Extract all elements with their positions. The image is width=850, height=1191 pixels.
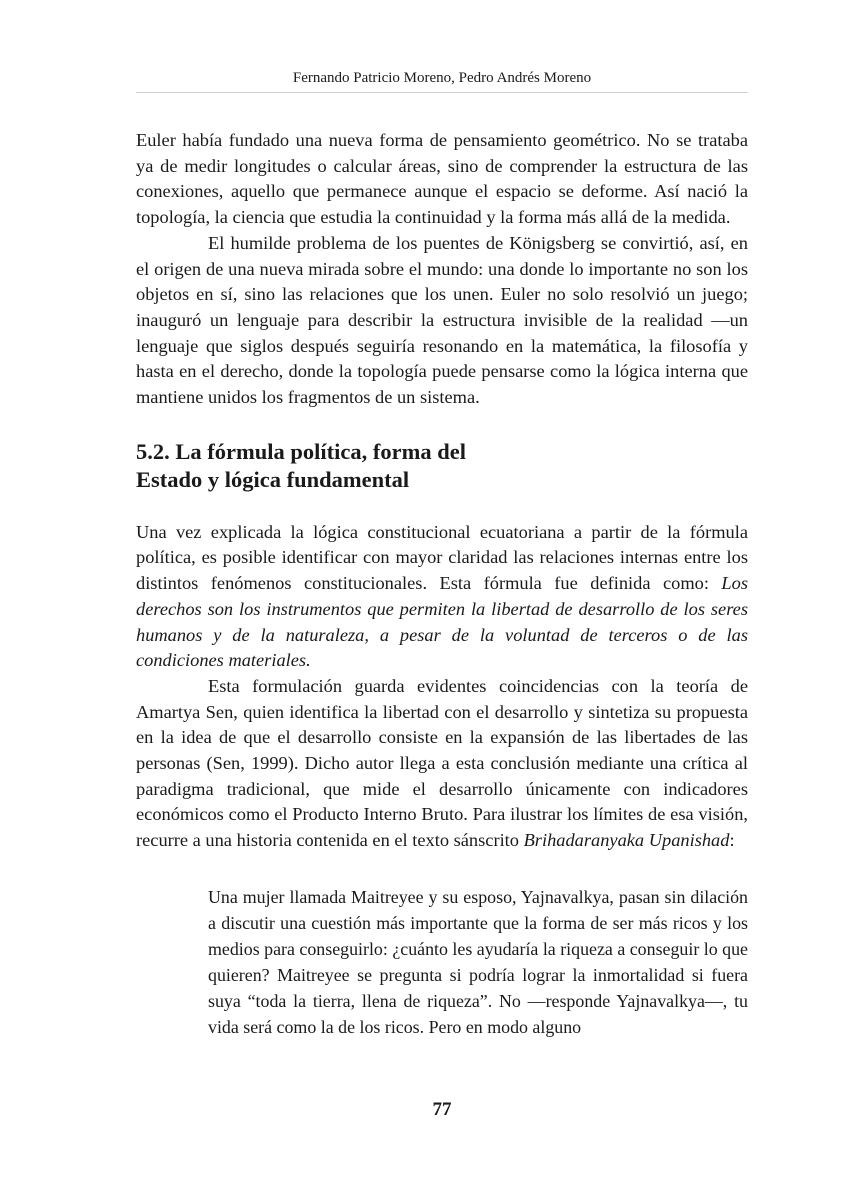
paragraph-topology: Euler había fundado una nueva forma de pensamiento geométrico. No se trataba ya de medir longitudes o calcular áreas, sino de comprender la estructura de las conexiones, aquello que permanece aunque el espacio se deforme. Así nació la topología, la ciencia que estudia la continuidad y la forma más allá de la medida. [136,130,748,228]
sen-text: Esta formulación guarda evidentes coincidencias con la teoría de Amartya Sen, quien identifica la libertad con el desarrollo y sintetiza su propuesta en la idea de que el desarrollo consiste en la expansión de las libertades de las personas (Sen, 1999). Dicho autor llega a esta conclusión mediante una crítica al paradigma tradicional, que mide el desarrollo únicamente con indicadores económicos como el Producto Interno Bruto. Para ilustrar los límites de esa visión, recurre a una historia contenida en el texto sánscrito [136,675,748,851]
block-quote [208,884,748,1040]
work-title: Brihadaranyaka Upanishad [523,830,730,851]
formula-definition: Los derechos son los instrumentos que permiten la libertad de desarrollo de los seres humanos y de la naturaleza, a pesar de la voluntad de terceros o de las condiciones materiales. [136,573,748,671]
section-heading [136,438,748,494]
section-heading-line-1: 5.2. La fórmula política, forma del [136,438,466,464]
paragraph-konigsberg: El humilde problema de los puentes de Königsberg se convirtió, así, en el origen de una nueva mirada sobre el mundo: una donde lo importante no son los objetos en sí, sino las relaciones que los unen. Euler no solo resolvió un juego; inauguró un lenguaje para describir la estructura invisible de la realidad —un lenguaje que siglos después seguiría resonando en la matemática, la filosofía y hasta en el derecho, donde la topología puede pensarse como la lógica interna que mantiene unidos los fragmentos de un sistema. [136,232,748,408]
section-heading-line-2: Estado y lógica fundamental [136,466,410,492]
page-number: 77 [432,1099,452,1120]
paragraph-formula [136,520,748,674]
block-quote-text: Una mujer llamada Maitreyee y su esposo, Yajnavalkya, pasan sin dilación a discutir una cuestión más importante que la forma de ser más ricos y los medios para conseguirlo: ¿cuánto les ayudaría la riqueza a conseguir lo que quieren? Maitreyee se pregunta si podría lograr la inmortalidad si fuera suya “toda la tierra, llena de riqueza”. No —responde Yajnavalkya—, tu vida será como la de los ricos. Pero en modo alguno [208,886,748,1037]
running-head: Fernando Patricio Moreno, Pedro Andrés Moreno [136,68,748,93]
sen-text-tail: : [729,830,735,851]
paragraph-amartya-sen [136,674,748,854]
page-body [136,128,748,1040]
formula-intro-text: Una vez explicada la lógica constitucional ecuatoriana a partir de la fórmula política, es posible identificar con mayor claridad las relaciones internas entre los distintos fenómenos constitucionales. Esta fórmula fue definida como: [136,521,748,594]
